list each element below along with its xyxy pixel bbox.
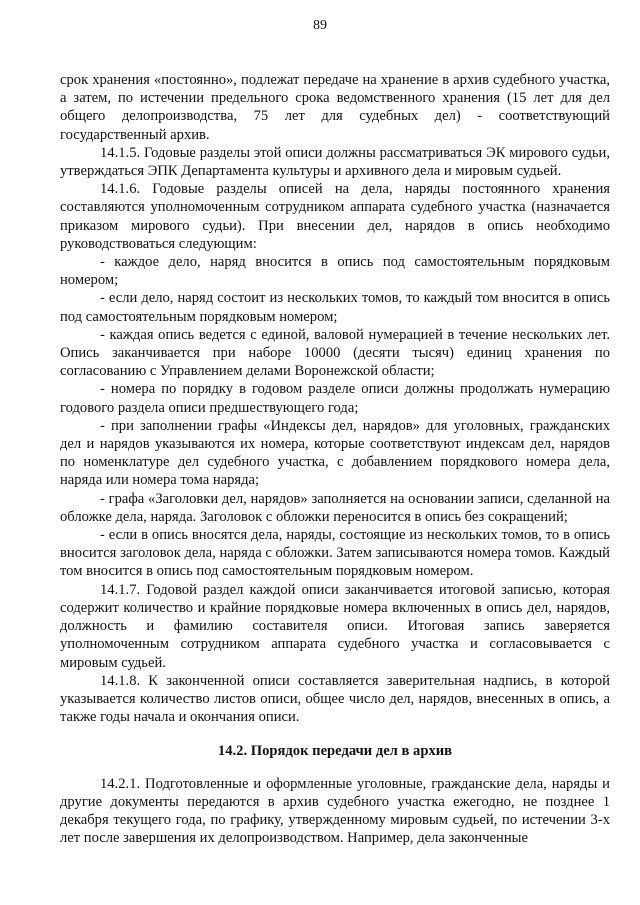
paragraph: срок хранения «постоянно», подлежат передаче на хранение в архив судебного участка, а затем, по истечении предельного срока ведомственного хранения (15 лет для дел общего делопроизводства, 75 лет для судебных дел) - соответствующий государственный архив. bbox=[60, 72, 610, 143]
section-heading: 14.2. Порядок передачи дел в архив bbox=[217, 743, 453, 760]
list-item: - каждая опись ведется с единой, валовой нумерацией в течение нескольких лет. Опись заканчивается при наборе 10000 (десяти тысяч) единиц хранения по согласованию с Управлением делами Воронежской области; bbox=[60, 326, 610, 380]
paragraph: 14.1.7. Годовой раздел каждой описи заканчивается итоговой записью, которая содержит количество и крайние порядковые номера включенных в опись дел, нарядов, должность и фамилию составителя описи. Итоговая запись заверяется уполномоченным сотрудником аппарата судебного участка и согласовывается с мировым судьей. bbox=[60, 581, 610, 671]
paragraph: 14.2.1. Подготовленные и оформленные уголовные, гражданские дела, наряды и другие документы передаются в архив судебного участка ежегодно, не позднее 1 декабря текущего года, по графику, утвержденному мировым судьей, по истечении 3-х лет после завершения их делопроизводством. Например, дела законченные bbox=[60, 775, 610, 847]
page-number: 89 bbox=[313, 18, 327, 33]
list-item: - при заполнении графы «Индексы дел, нарядов» для уголовных, гражданских дел и нарядов указываются их номера, которые соответствуют индексам дел, нарядов по номенклатуре дел судебного участка, с добавлением порядкового номера дела, наряда или номера тома наряда; bbox=[60, 417, 610, 489]
list-item: - графа «Заголовки дел, нарядов» заполняется на основании записи, сделанной на обложке дела, наряда. Заголовок с обложки переносится в опись без сокращений; bbox=[60, 490, 610, 525]
paragraph: 14.1.5. Годовые разделы этой описи должны рассматриваться ЭК мирового судьи, утверждаться ЭПК Департамента культуры и архивного дела и мировым судьей. bbox=[60, 144, 610, 180]
paragraph: 14.1.6. Годовые разделы описей на дела, наряды постоянного хранения составляются уполномоченным сотрудником аппарата судебного участка (назначается приказом мирового судьи). При внесении дел, нарядов в опись необходимо руководствоваться следующим: bbox=[60, 181, 610, 252]
list-item: - если дело, наряд состоит из нескольких томов, то каждый том вносится в опись под самостоятельным порядковым номером; bbox=[60, 290, 610, 325]
document-body bbox=[60, 71, 610, 847]
list-item: - номера по порядку в годовом разделе описи должны продолжать нумерацию годового раздела описи предшествующего года; bbox=[60, 381, 610, 416]
list-item: - если в опись вносятся дела, наряды, состоящие из нескольких томов, то в опись вносится заголовок дела, наряда с обложки. Затем записываются номера томов. Каждый том вносится в опись под самостоятельным порядковым номером. bbox=[60, 527, 610, 580]
paragraph: 14.1.8. К законченной описи составляется заверительная надпись, в которой указывается количество листов описи, общее число дел, нарядов, внесенных в опись, а также годы начала и окончания описи. bbox=[60, 672, 610, 726]
list-item: - каждое дело, наряд вносится в опись под самостоятельным порядковым номером; bbox=[60, 254, 610, 289]
